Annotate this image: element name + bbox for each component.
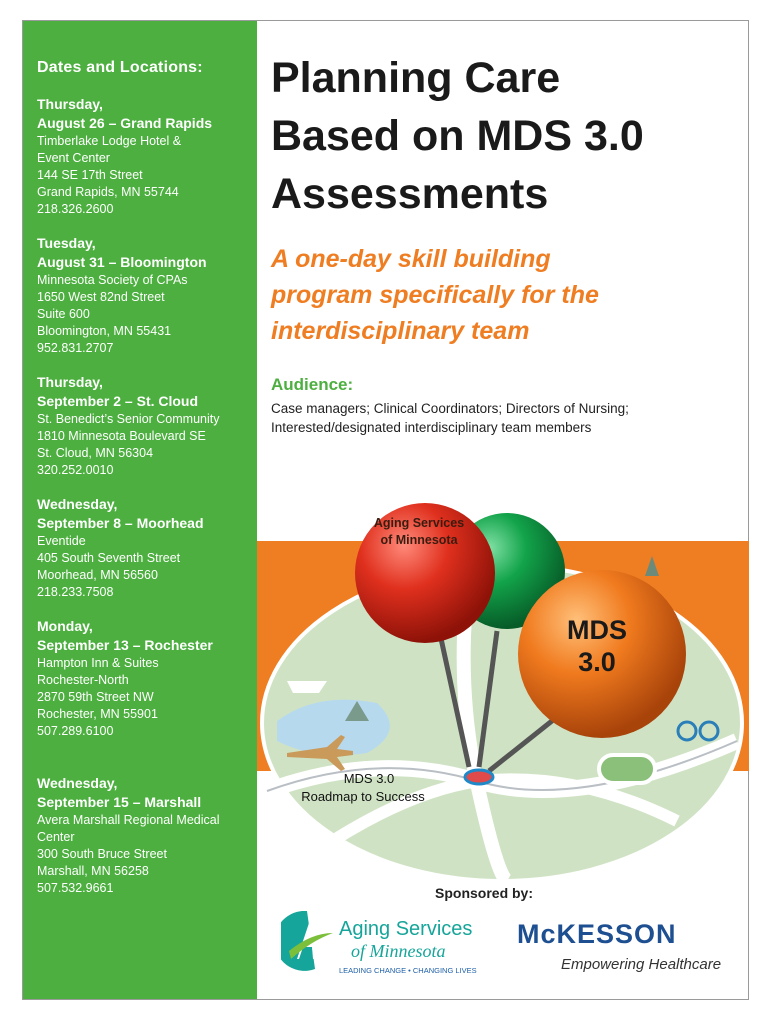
event-date: September 8 – Moorhead xyxy=(37,515,204,531)
event-detail: St. Benedict’s Senior Community xyxy=(37,412,220,426)
event-date: August 31 – Bloomington xyxy=(37,254,207,270)
event-entry xyxy=(37,373,257,479)
asm-name: Aging Services xyxy=(339,918,473,940)
event-detail: Moorhead, MN 56560 xyxy=(37,568,158,582)
event-date: September 13 – Rochester xyxy=(37,637,213,653)
racetrack xyxy=(599,755,655,783)
asm-tagline: LEADING CHANGE • CHANGING LIVES xyxy=(339,966,477,975)
event-list xyxy=(37,95,257,897)
event-detail: Timberlake Lodge Hotel & xyxy=(37,134,182,148)
event-detail: Rochester-North xyxy=(37,673,129,687)
flyer xyxy=(22,20,749,1000)
event-entry xyxy=(37,234,257,357)
event-entry xyxy=(37,617,257,740)
event-entry xyxy=(37,495,257,601)
event-detail: 218.326.2600 xyxy=(37,202,114,216)
orange-pin-label: 3.0 xyxy=(578,647,616,677)
audience-text: Case managers; Clinical Coordinators; Directors of Nursing; Interested/designated interdisciplinary team members xyxy=(271,401,629,435)
event-day: Monday, xyxy=(37,618,93,634)
event-detail: 952.831.2707 xyxy=(37,341,114,355)
event-detail: 405 South Seventh Street xyxy=(37,551,181,565)
mckesson-logo xyxy=(515,917,735,977)
orange-pin-label: MDS xyxy=(567,615,627,645)
mckesson-name: McKESSON xyxy=(517,919,677,949)
event-detail: Event Center xyxy=(37,151,110,165)
title-line: Planning Care xyxy=(271,54,561,102)
red-pin-label: Aging Services xyxy=(373,516,465,530)
event-detail: St. Cloud, MN 56304 xyxy=(37,446,154,460)
event-entry xyxy=(37,95,257,218)
sidebar-heading: Dates and Locations: xyxy=(37,59,203,76)
event-detail: 1650 West 82nd Street xyxy=(37,290,165,304)
event-date: September 15 – Marshall xyxy=(37,794,202,810)
audience-heading: Audience: xyxy=(271,375,354,394)
subtitle-line: interdisciplinary team xyxy=(271,317,530,345)
event-date: September 2 – St. Cloud xyxy=(37,393,199,409)
event-detail: 2870 59th Street NW xyxy=(37,690,154,704)
asm-name: of Minnesota xyxy=(351,941,446,961)
title-line: Assessments xyxy=(271,170,549,218)
event-detail: 1810 Minnesota Boulevard SE xyxy=(37,429,206,443)
roadmap-illustration xyxy=(257,491,749,881)
event-detail: Avera Marshall Regional Medical xyxy=(37,813,220,827)
page-title xyxy=(271,49,644,223)
event-day: Wednesday, xyxy=(37,775,118,791)
aging-services-logo xyxy=(281,911,481,981)
red-pin-label: of Minnesota xyxy=(380,533,458,547)
event-detail: Minnesota Society of CPAs xyxy=(37,273,188,287)
main-content xyxy=(257,21,748,999)
subtitle xyxy=(271,241,599,349)
event-day: Thursday, xyxy=(37,96,103,112)
event-day: Thursday, xyxy=(37,374,103,390)
subtitle-line: A one-day skill building xyxy=(271,245,551,273)
event-detail: Marshall, MN 56258 xyxy=(37,864,149,878)
sponsor-heading: Sponsored by: xyxy=(435,885,534,901)
event-day: Tuesday, xyxy=(37,235,96,251)
event-detail: 300 South Bruce Street xyxy=(37,847,167,861)
map-label: Roadmap to Success xyxy=(301,789,425,804)
event-detail: Suite 600 xyxy=(37,307,90,321)
map-target xyxy=(465,770,493,784)
event-detail: 507.289.6100 xyxy=(37,724,114,738)
event-detail: 218.233.7508 xyxy=(37,585,114,599)
event-detail: Rochester, MN 55901 xyxy=(37,707,158,721)
event-day: Wednesday, xyxy=(37,496,118,512)
title-line: Based on MDS 3.0 xyxy=(271,112,644,160)
event-detail: Grand Rapids, MN 55744 xyxy=(37,185,179,199)
event-detail: 144 SE 17th Street xyxy=(37,168,143,182)
event-detail: Eventide xyxy=(37,534,86,548)
event-detail: 507.532.9661 xyxy=(37,881,114,895)
event-detail: Center xyxy=(37,830,75,844)
event-detail: Bloomington, MN 55431 xyxy=(37,324,172,338)
event-detail: Hampton Inn & Suites xyxy=(37,656,159,670)
mckesson-tagline: Empowering Healthcare xyxy=(561,956,722,973)
dates-sidebar xyxy=(23,21,257,999)
map-label: MDS 3.0 xyxy=(343,771,395,786)
event-entry xyxy=(37,774,257,897)
subtitle-line: program specifically for the xyxy=(271,281,599,309)
event-date: August 26 – Grand Rapids xyxy=(37,115,213,131)
event-detail: 320.252.0010 xyxy=(37,463,114,477)
